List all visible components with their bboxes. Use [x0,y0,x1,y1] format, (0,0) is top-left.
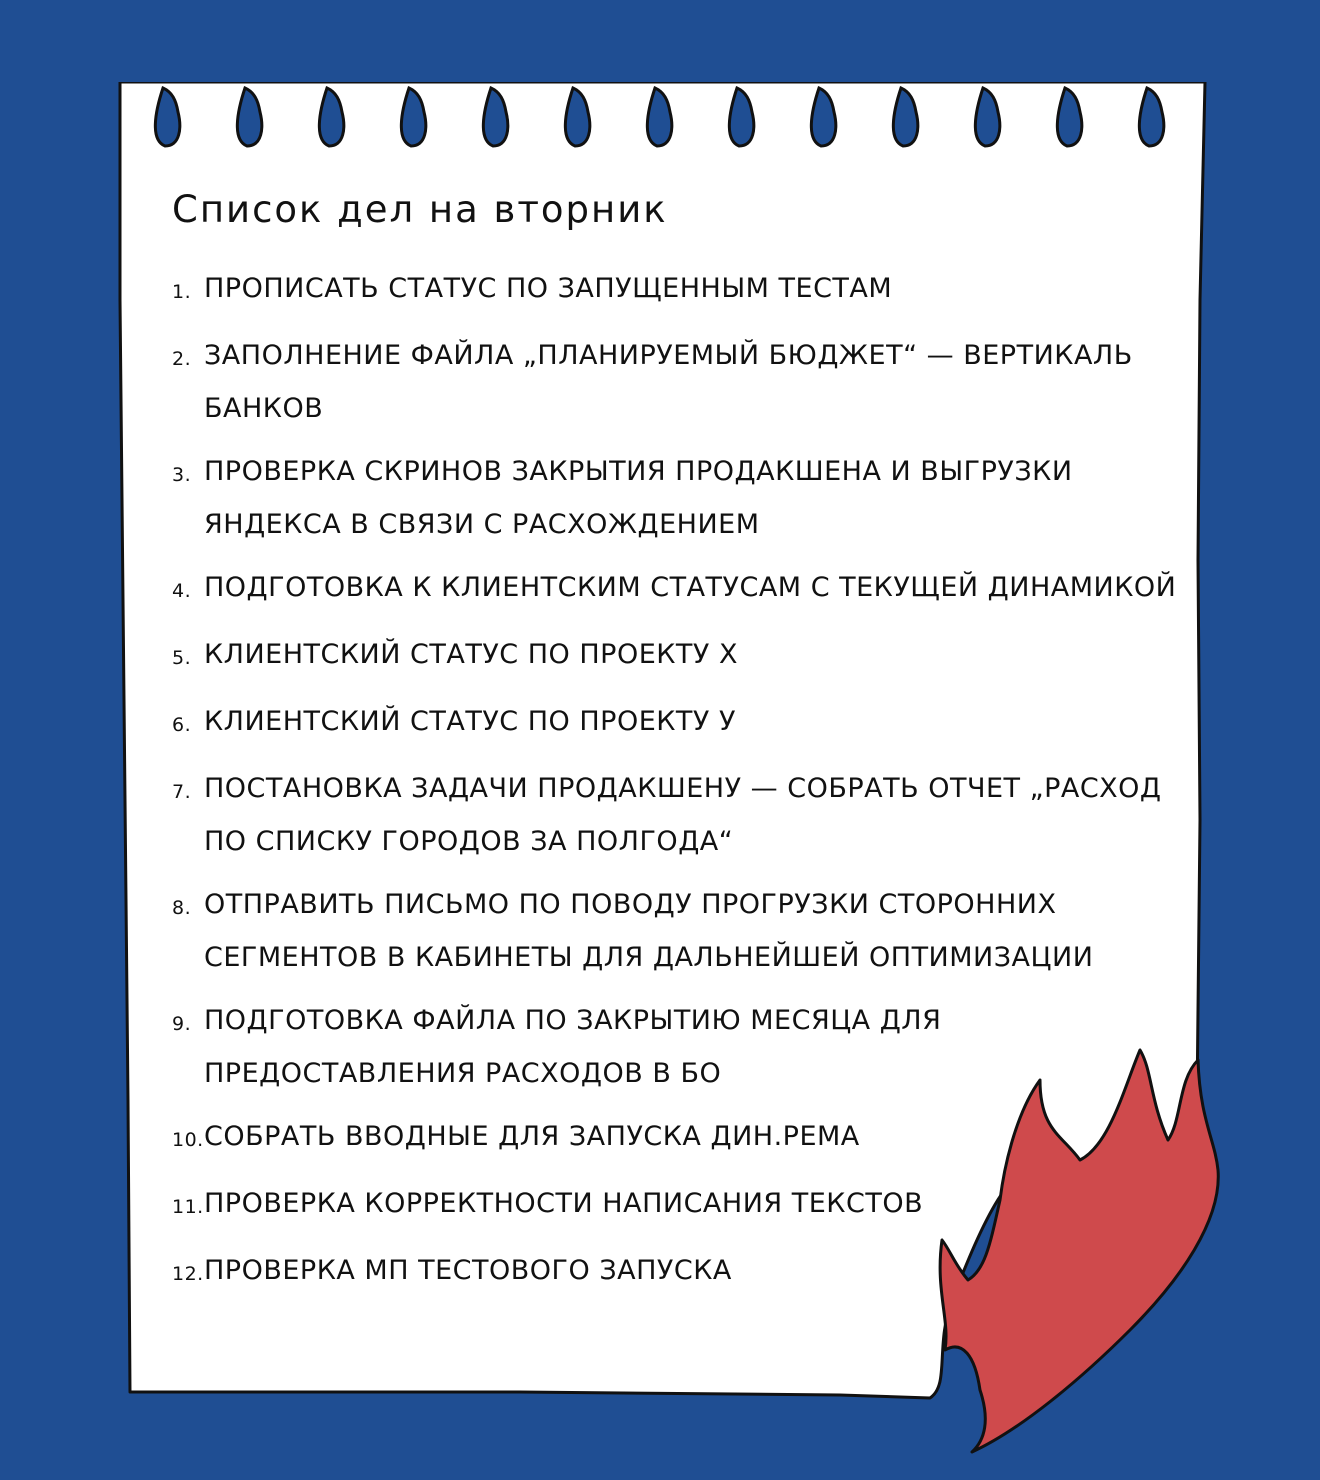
todo-item [172,762,1182,868]
todo-number: 12. [172,1263,204,1285]
todo-text: ПРОВЕРКА СКРИНОВ ЗАКРЫТИЯ ПРОДАКШЕНА И ВЫГРУЗКИ ЯНДЕКСА В СВЯЗИ С РАСХОЖДЕНИЕМ [204,456,1073,540]
todo-text: СОБРАТЬ ВВОДНЫЕ ДЛЯ ЗАПУСКА ДИН.РЕМА [204,1121,860,1152]
todo-number: 2. [172,348,192,370]
todo-item [172,445,1182,551]
todo-item [172,262,1182,319]
todo-number: 3. [172,464,192,486]
todo-text: КЛИЕНТСКИЙ СТАТУС ПО ПРОЕКТУ Х [204,639,738,670]
todo-item [172,695,1182,752]
note-title: Список дел на вторник [172,188,668,231]
todo-item [172,878,1182,984]
todo-item [172,329,1182,435]
todo-text: ПОДГОТОВКА К КЛИЕНТСКИМ СТАТУСАМ С ТЕКУЩЕЙ ДИНАМИКОЙ [204,572,1177,603]
todo-text: ПРОВЕРКА КОРРЕКТНОСТИ НАПИСАНИЯ ТЕКСТОВ [204,1188,924,1219]
todo-number: 6. [172,714,192,736]
todo-text: ПРОВЕРКА МП ТЕСТОВОГО ЗАПУСКА [204,1255,732,1286]
note-content [172,186,1182,1311]
todo-number: 4. [172,580,192,602]
todo-text: ЗАПОЛНЕНИЕ ФАЙЛА „ПЛАНИРУЕМЫЙ БЮДЖЕТ“ — ВЕРТИКАЛЬ БАНКОВ [204,340,1133,424]
todo-text: ОТПРАВИТЬ ПИСЬМО ПО ПОВОДУ ПРОГРУЗКИ СТОРОННИХ СЕГМЕНТОВ В КАБИНЕТЫ ДЛЯ ДАЛЬНЕЙШЕЙ ОПТИМИЗАЦИИ [204,889,1094,973]
todo-item [172,628,1182,685]
todo-text: ПРОПИСАТЬ СТАТУС ПО ЗАПУЩЕННЫМ ТЕСТАМ [204,273,893,304]
todo-number: 1. [172,281,192,303]
todo-number: 10. [172,1129,204,1151]
todo-item [172,1244,1182,1301]
todo-item [172,994,1182,1100]
todo-text: КЛИЕНТСКИЙ СТАТУС ПО ПРОЕКТУ У [204,706,736,737]
todo-text: ПОДГОТОВКА ФАЙЛА ПО ЗАКРЫТИЮ МЕСЯЦА ДЛЯ ПРЕДОСТАВЛЕНИЯ РАСХОДОВ В БО [204,1005,942,1089]
todo-text: ПОСТАНОВКА ЗАДАЧИ ПРОДАКШЕНУ — СОБРАТЬ ОТЧЕТ „РАСХОД ПО СПИСКУ ГОРОДОВ ЗА ПОЛГОДА“ [204,773,1162,857]
todo-number: 9. [172,1013,192,1035]
todo-number: 11. [172,1196,204,1218]
todo-item [172,1110,1182,1167]
todo-number: 7. [172,781,192,803]
todo-item [172,1177,1182,1234]
todo-item [172,561,1182,618]
top-background-strip [110,60,1220,82]
todo-list [172,262,1182,1301]
todo-number: 8. [172,897,192,919]
todo-number: 5. [172,647,192,669]
